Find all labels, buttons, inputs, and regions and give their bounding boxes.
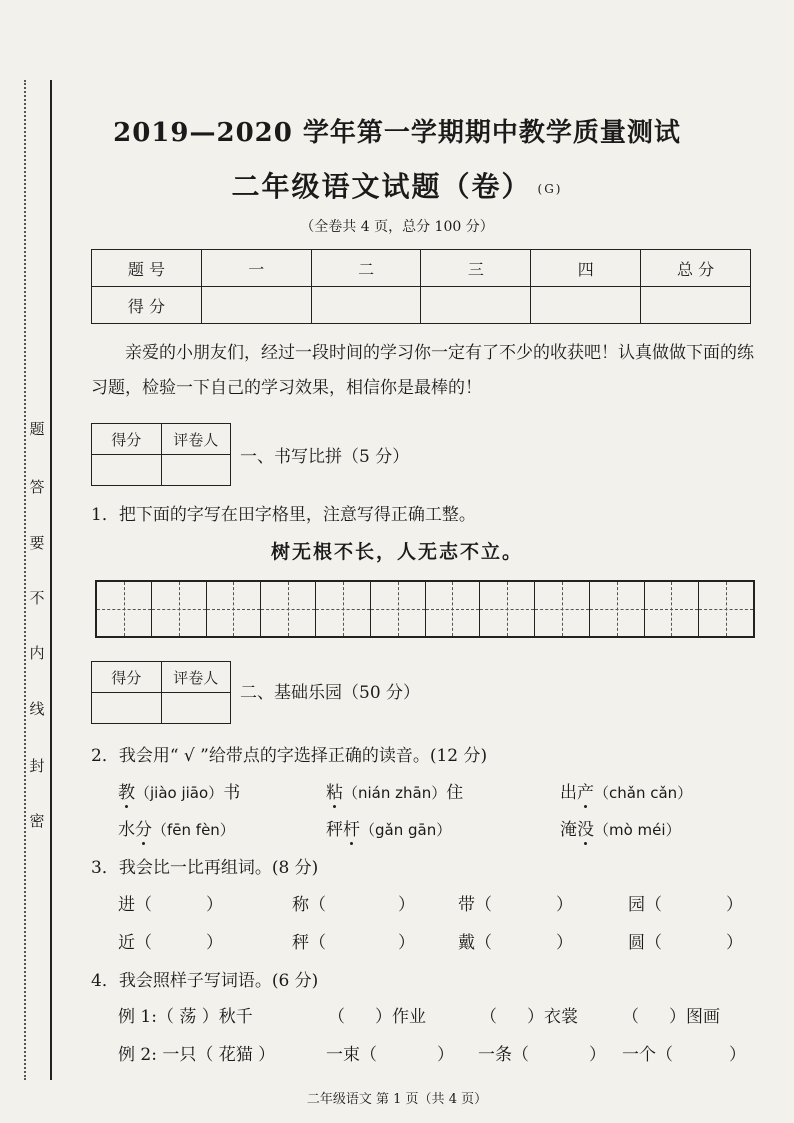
grid-cell[interactable] xyxy=(370,582,425,636)
q4-blank-item[interactable] xyxy=(478,1040,606,1065)
question-3: 3．我会比一比再组词。(8 分) xyxy=(91,858,319,878)
q3-char-open: 秤（ xyxy=(292,933,326,953)
q2-item[interactable] xyxy=(118,815,235,840)
q2-dotted-char: 教 xyxy=(118,783,135,803)
total-note: （全卷共 4 页，总分 100 分） xyxy=(300,219,494,235)
q2-word-rest: 住 xyxy=(446,783,464,803)
q2-pinyin-options: （gǎn gān） xyxy=(360,821,452,839)
binding-char: 要 xyxy=(29,534,45,552)
q2-word-rest: 淹 xyxy=(560,820,577,840)
q4-open: 一条（ xyxy=(478,1045,529,1065)
q3-char-open: 称（ xyxy=(292,895,326,915)
version-mark: (G) xyxy=(537,181,563,196)
grid-cell[interactable] xyxy=(534,582,589,636)
q3-close: ） xyxy=(556,933,573,953)
q4-blank-item[interactable] xyxy=(480,1002,578,1027)
score-header-cell: 三 xyxy=(421,250,531,287)
q2-pinyin-options: （nián zhān） xyxy=(343,784,447,802)
copy-sentence: 树无根不长，人无志不立。 xyxy=(270,541,523,563)
q3-close: ） xyxy=(206,895,223,915)
grid-cell[interactable] xyxy=(260,582,315,636)
q3-close: ） xyxy=(726,895,743,915)
q3-word-blank[interactable] xyxy=(628,890,743,915)
q2-pinyin-options: （chǎn cǎn） xyxy=(594,784,693,802)
mini-grader-cell[interactable] xyxy=(161,693,231,724)
q3-char-open: 园（ xyxy=(628,895,662,915)
score-cell[interactable] xyxy=(311,287,421,324)
question-2: 2．我会用“ √ ”给带点的字选择正确的读音。(12 分) xyxy=(91,746,488,766)
q2-item[interactable] xyxy=(326,815,451,840)
grid-cell[interactable] xyxy=(479,582,534,636)
q2-pinyin-options: （jiào jiāo） xyxy=(135,784,224,802)
q3-word-blank[interactable] xyxy=(118,928,223,953)
q3-word-blank[interactable] xyxy=(292,890,415,915)
q4-blank-item[interactable] xyxy=(622,1040,746,1065)
q2-word-rest: 水 xyxy=(118,820,135,840)
mini-grader-cell[interactable] xyxy=(161,455,231,486)
section2-score-box xyxy=(91,661,231,724)
q2-item[interactable] xyxy=(560,815,681,840)
q2-dotted-char: 没 xyxy=(577,820,594,840)
q3-close: ） xyxy=(398,933,415,953)
q4-open: （ xyxy=(480,1007,497,1027)
grid-cell[interactable] xyxy=(644,582,699,636)
q2-word-rest: 秤 xyxy=(326,820,343,840)
q3-close: ） xyxy=(556,895,573,915)
q4-open: 一个（ xyxy=(622,1045,673,1065)
grid-cell[interactable] xyxy=(97,582,151,636)
q2-pinyin-options: （fēn fèn） xyxy=(152,821,235,839)
score-header-cell: 四 xyxy=(531,250,641,287)
mini-score-cell[interactable] xyxy=(92,455,162,486)
grid-cell[interactable] xyxy=(425,582,480,636)
binding-char: 密 xyxy=(29,812,45,830)
mini-grader-label: 评卷人 xyxy=(161,662,231,693)
grid-cell[interactable] xyxy=(151,582,206,636)
mini-score-label: 得分 xyxy=(92,424,162,455)
q3-close: ） xyxy=(398,895,415,915)
q3-char-open: 带（ xyxy=(458,895,492,915)
q4-close: ） xyxy=(729,1045,746,1065)
q4-open: 一束（ xyxy=(326,1045,377,1065)
binding-char: 线 xyxy=(29,700,45,718)
q3-char-open: 圆（ xyxy=(628,933,662,953)
q2-pinyin-options: （mò méi） xyxy=(594,821,681,839)
score-cell[interactable] xyxy=(641,287,751,324)
exam-subtitle xyxy=(0,165,794,205)
q4-close: ） xyxy=(589,1045,606,1065)
section1-score-box xyxy=(91,423,231,486)
binding-char: 题 xyxy=(29,420,45,438)
section2-title: 二、基础乐园（50 分） xyxy=(240,683,421,703)
subtitle-text: 二年级语文试题（卷） xyxy=(231,170,532,203)
score-table-value-row xyxy=(92,287,751,324)
q3-char-open: 近（ xyxy=(118,933,152,953)
q2-item[interactable] xyxy=(118,778,240,803)
q4-blank-item[interactable] xyxy=(622,1002,720,1027)
page-footer: 二年级语文 第 1 页（共 4 页） xyxy=(306,1092,488,1107)
q4-word: ）图画 xyxy=(669,1007,720,1027)
q4-close: ） xyxy=(437,1045,454,1065)
q2-word-rest: 书 xyxy=(223,783,241,803)
intro-paragraph: 亲爱的小朋友们，经过一段时间的学习你一定有了不少的收获吧！认真做做下面的练习题，检验一下自己的学习效果，相信你是最棒的！ xyxy=(91,343,754,398)
q4-blank-item[interactable] xyxy=(326,1040,454,1065)
grid-cell[interactable] xyxy=(698,582,753,636)
score-header-cell: 二 xyxy=(311,250,421,287)
score-cell[interactable] xyxy=(531,287,641,324)
q4-word: ）作业 xyxy=(375,1007,426,1027)
binding-char: 封 xyxy=(29,757,45,775)
q2-item[interactable] xyxy=(326,778,463,803)
grid-cell[interactable] xyxy=(315,582,370,636)
score-table xyxy=(91,249,751,324)
mini-score-label: 得分 xyxy=(92,662,162,693)
binding-char: 内 xyxy=(29,644,45,662)
grid-cell[interactable] xyxy=(206,582,261,636)
grid-cell[interactable] xyxy=(589,582,644,636)
score-header-cell: 题 号 xyxy=(92,250,202,287)
q3-char-open: 戴（ xyxy=(458,933,492,953)
score-header-cell: 总 分 xyxy=(641,250,751,287)
q3-word-blank[interactable] xyxy=(458,890,573,915)
q4-blank-item[interactable] xyxy=(328,1002,426,1027)
q3-close: ） xyxy=(726,933,743,953)
q3-word-blank[interactable] xyxy=(628,928,743,953)
q3-word-blank[interactable] xyxy=(292,928,415,953)
q3-close: ） xyxy=(206,933,223,953)
score-row-label: 得 分 xyxy=(92,287,202,324)
q3-word-blank[interactable] xyxy=(458,928,573,953)
exam-title: 2019—2020 学年第一学期期中教学质量测试 xyxy=(113,118,681,148)
binding-char: 不 xyxy=(29,589,45,607)
q2-dotted-char: 分 xyxy=(135,820,152,840)
q3-char-open: 进（ xyxy=(118,895,152,915)
q4-open: （ xyxy=(328,1007,345,1027)
q4-example-2: 例 2: 一只（ 花猫 ） xyxy=(118,1045,276,1065)
q2-item[interactable] xyxy=(560,778,692,803)
q2-dotted-char: 产 xyxy=(577,783,594,803)
q3-word-blank[interactable] xyxy=(118,890,223,915)
q4-word: ）衣裳 xyxy=(527,1007,578,1027)
score-cell[interactable] xyxy=(201,287,311,324)
mini-score-cell[interactable] xyxy=(92,693,162,724)
question-4: 4．我会照样子写词语。(6 分) xyxy=(91,971,319,991)
q4-open: （ xyxy=(622,1007,639,1027)
writing-grid xyxy=(95,580,755,638)
q2-word-rest: 出 xyxy=(560,783,577,803)
q2-dotted-char: 粘 xyxy=(326,783,343,803)
score-header-cell: 一 xyxy=(201,250,311,287)
binding-char: 答 xyxy=(29,478,45,496)
score-table-header-row xyxy=(92,250,751,287)
question-1: 1．把下面的字写在田字格里，注意写得正确工整。 xyxy=(91,505,476,525)
q4-example-1: 例 1:（ 荡 ）秋千 xyxy=(118,1007,253,1027)
score-cell[interactable] xyxy=(421,287,531,324)
section1-title: 一、书写比拼（5 分） xyxy=(240,447,410,467)
mini-grader-label: 评卷人 xyxy=(161,424,231,455)
q2-dotted-char: 杆 xyxy=(343,820,360,840)
